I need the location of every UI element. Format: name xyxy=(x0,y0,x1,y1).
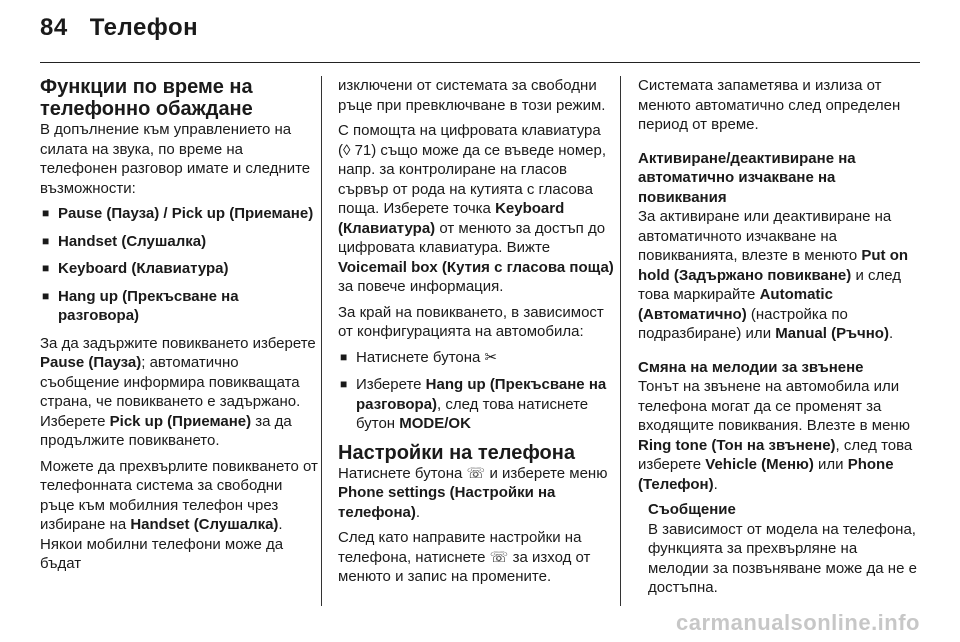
paragraph: След като направите настройки на телефона, натиснете ☏ за изход от менюто и запис на промените. xyxy=(338,529,591,585)
paragraph: В зависимост от модела на телефона, функцията за прехвърляне на мелодии за позвъняване може да не е достъпна. xyxy=(648,520,917,596)
subsection-heading: Смяна на мелодии за звънене xyxy=(638,358,864,376)
column-1 xyxy=(40,76,318,580)
list-item: ■ Pause (Пауза) / Pick up (Приемане) xyxy=(40,204,318,224)
list-item: ■ Handset (Слушалка) xyxy=(40,232,318,252)
page-title: Телефон xyxy=(89,14,199,41)
column-divider xyxy=(321,76,322,606)
list-item: ■ Keyboard (Клавиатура) xyxy=(40,259,318,279)
watermark: carmanualsonline.info xyxy=(676,610,920,635)
section-heading: Настройки на телефона xyxy=(338,441,575,464)
column-3 xyxy=(638,76,918,604)
column-divider xyxy=(620,76,621,606)
bullet-list xyxy=(338,348,616,434)
paragraph: Натиснете бутона ☏ и изберете меню Phone settings (Настройки на телефона). xyxy=(338,464,608,521)
paragraph: За край на повикването, в зависимост от конфигурацията на автомобила: xyxy=(338,303,604,340)
paragraph: В допълнение към управлението на силата на звука, по време на телефонен разговор имате и следните възможности: xyxy=(40,121,311,197)
note-heading: Съобщение xyxy=(648,501,736,518)
phone-icon: ☏ xyxy=(466,464,486,482)
reference-icon: ◊ xyxy=(343,141,351,159)
paragraph: За да задържите повикването изберете Pause (Пауза); автоматично съобщение информира повикващата страна, че повикването е задържано. Изберете Pick up (Приемане) за да продължите повикването. xyxy=(40,334,316,449)
section-heading: Функции по време на телефонно обаждане xyxy=(40,76,253,120)
phone-icon: ☏ xyxy=(489,548,509,566)
header-rule xyxy=(40,62,920,63)
paragraph: изключени от системата за свободни ръце при превключване в този режим. xyxy=(338,77,606,114)
note-block xyxy=(638,500,918,598)
paragraph: Системата запаметява и излиза от менюто автоматично след определен период от време. xyxy=(638,77,901,133)
bullet-list xyxy=(40,204,318,326)
page-header xyxy=(40,14,198,42)
subsection-heading: Активиране/деактивиране на автоматично изчакване на повиквания xyxy=(638,149,856,206)
paragraph: Тонът на звънене на автомобила или телефона могат да се променят за входящите повиквания. Влезте в меню Ring tone (Тон на звънене), след това изберете Vehicle (Меню) или Phone (Телефон). xyxy=(638,378,913,493)
list-item: ■ Натиснете бутона ✂ xyxy=(338,348,616,368)
paragraph: За активиране или деактивиране на автоматичното изчакване на повикванията, влезте в менюто Put on hold (Задържано повикване) и след това маркирайте Automatic (Автоматично) (настройка по подразбиране) или Manual (Ръчно). xyxy=(638,208,909,342)
column-2 xyxy=(338,76,616,593)
list-item: ■ Изберете Hang up (Прекъсване на разговора), след това натиснете бутон MODE/OK xyxy=(338,375,616,434)
list-item: ■ Hang up (Прекъсване на разговора) xyxy=(40,287,318,326)
paragraph: С помощта на цифровата клавиатура (◊ 71) също може да се въведе номер, напр. за контролиране на гласов сървър от рода на кутията с гласова поща. Изберете точка Keyboard (Клавиатура) от менюто за достъп до цифровата клавиатура. Вижте Voicemail box (Кутия с гласова поща) за повече информация. xyxy=(338,122,614,295)
paragraph: Можете да прехвърлите повикването от телефонната система за свободни ръце към мобилния телефон чрез избиране на Handset (Слушалка). Някои мобилни телефони може да бъдат xyxy=(40,457,318,572)
page-number: 84 xyxy=(40,14,68,41)
hang-up-icon: ✂ xyxy=(484,348,498,366)
